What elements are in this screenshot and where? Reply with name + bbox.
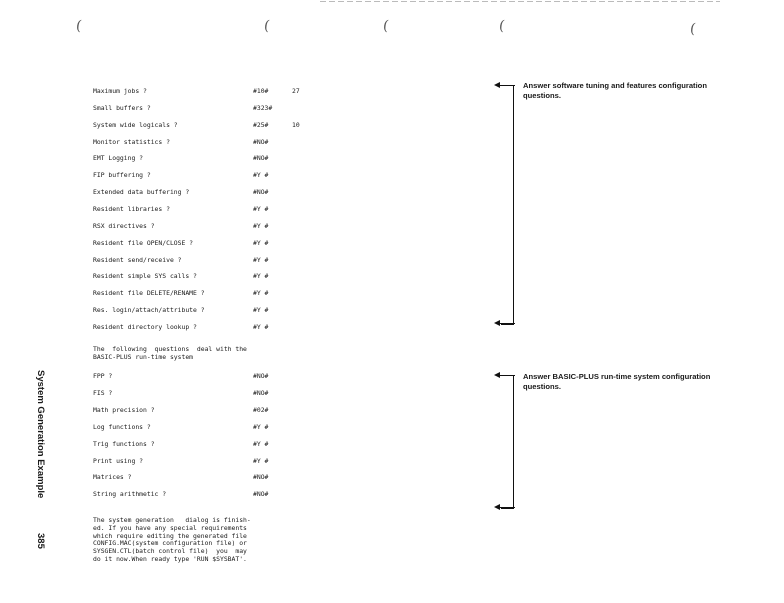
answer-default: #Y # — [253, 289, 269, 298]
question-text: Resident simple SYS calls ? — [93, 272, 197, 281]
answer-default: #NO# — [253, 188, 269, 197]
punch-mark: ( — [381, 17, 390, 35]
answer-default: #Y # — [253, 221, 269, 230]
punch-mark: ( — [74, 17, 83, 35]
question-text: Maximum jobs ? — [93, 87, 147, 95]
answer-default: #NO# — [253, 372, 269, 380]
question-text: Monitor statistics ? — [93, 137, 170, 146]
question-text: Res. login/attach/attribute ? — [93, 306, 205, 315]
question-text: Trig functions ? — [93, 439, 155, 448]
question-text: Print using ? — [93, 456, 144, 465]
question-text: Matrices ? — [93, 473, 132, 482]
answer-default: #Y # — [253, 306, 269, 315]
question-text: FIS ? — [93, 388, 113, 397]
question-text: Resident directory lookup ? — [93, 322, 197, 331]
answer-default: #25# — [253, 120, 269, 129]
bracket — [501, 85, 514, 325]
scan-artifact-line — [320, 1, 720, 2]
question-text: FPP ? — [93, 372, 113, 380]
section-title: System Generation Example — [35, 370, 46, 499]
answer-entered: 10 — [292, 120, 300, 129]
question-text: RSX directives ? — [93, 221, 155, 230]
left-arrow-icon — [499, 323, 515, 324]
answer-default: #Y # — [253, 255, 269, 264]
answer-default: #02# — [253, 405, 269, 414]
annotation-basic-plus: Answer BASIC-PLUS run-time system configuration questions. — [523, 372, 711, 391]
answer-default: #Y # — [253, 171, 269, 180]
answer-default: #Y # — [253, 322, 269, 331]
question-text: Extended data buffering ? — [93, 188, 190, 197]
left-arrow-icon — [499, 507, 515, 508]
answer-default: #Y # — [253, 439, 269, 448]
punch-mark: ( — [688, 20, 697, 38]
question-text: Math precision ? — [93, 405, 155, 414]
answer-default: #Y # — [253, 422, 269, 431]
answer-entered: 27 — [292, 87, 300, 95]
question-text: Resident libraries ? — [93, 204, 170, 213]
answer-default: #Y # — [253, 204, 269, 213]
answer-default: #Y # — [253, 238, 269, 247]
question-text: Resident file DELETE/RENAME ? — [93, 289, 205, 298]
answer-default: #NO# — [253, 154, 269, 163]
answer-default: #NO# — [253, 137, 269, 146]
punch-mark: ( — [262, 17, 271, 35]
answer-default: #NO# — [253, 473, 269, 482]
question-text: Small buffers ? — [93, 103, 151, 112]
answer-default: #Y # — [253, 272, 269, 281]
answer-default: #NO# — [253, 388, 269, 397]
bracket — [501, 375, 514, 509]
question-text: Log functions ? — [93, 422, 151, 431]
question-text: String arithmetic ? — [93, 490, 167, 499]
question-text: FIP buffering ? — [93, 171, 151, 180]
punch-mark: ( — [497, 17, 506, 35]
closing-paragraph: The system generation dialog is finish- ed. If you have any special requirements which require editing the generated file CONFIG.MAC(system configuration file) or SYSGEN.CTL(batch control file) you may do it now.When ready type 'RUN $SYSBAT'. — [93, 516, 251, 563]
annotation-tuning: Answer software tuning and features configuration questions. — [523, 81, 707, 100]
page-number: 385 — [35, 533, 46, 549]
question-text: System wide logicals ? — [93, 120, 178, 129]
answer-default: #323# — [253, 103, 273, 112]
question-text: Resident send/receive ? — [93, 255, 182, 264]
answer-default: #10# — [253, 87, 269, 95]
question-text: Resident file OPEN/CLOSE ? — [93, 238, 194, 247]
basic-intro-text: The following questions deal with the BASIC-PLUS run-time system — [93, 345, 247, 361]
question-text: EMT Logging ? — [93, 154, 144, 163]
answer-default: #Y # — [253, 456, 269, 465]
answer-default: #NO# — [253, 490, 269, 499]
